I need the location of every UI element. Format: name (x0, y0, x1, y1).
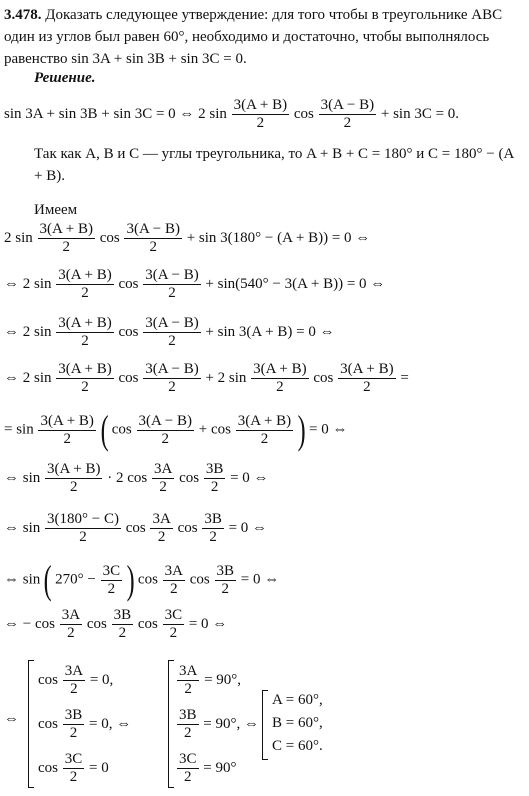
equation-step-5: = sin $\frac{3(A + B)}{2}$ ( cos $\frac{3(A - B)}{2}$ + cos $\frac{3(A + B)}{2}$ ) = 0 ⇔ (4, 407, 348, 452)
system-row: $\frac{3A}{2}$ = 90°, (179, 663, 242, 697)
have-label: Имеем (34, 202, 78, 218)
fraction: $\frac{3(A - B)}{2}$ (145, 361, 199, 395)
fraction: $\frac{3B}{2}$ (64, 707, 83, 741)
system-bracket-2 (168, 660, 174, 788)
system-arrow: ⇔ (4, 711, 19, 727)
fraction: $\frac{3(A + B)}{2}$ (340, 361, 394, 395)
fraction: $\frac{3C}{2}$ (102, 562, 121, 597)
since-text: Так как A, B и C — углы треугольника, то A + B + C = 180° и C = 180° − (A + B). (34, 146, 514, 184)
solution-label: Решение. (34, 70, 96, 86)
left-paren: ( (100, 407, 109, 452)
result-b: B = 60°, (272, 715, 323, 731)
equation-step-8: ⇔ sin ( 270° − $\frac{3C}{2}$ ) cos $\frac{3A}{2}$ cos $\frac{3B}{2}$ = 0 ⇔ (4, 557, 280, 602)
problem-number: 3.478. (4, 7, 42, 23)
equation-step-1: 2 sin $\frac{3(A + B)}{2}$ cos $\frac{3(A - B)}{2}$ + sin 3(180° − (A + B)) = 0 ⇔ (4, 221, 371, 255)
fraction: $\frac{3B}{2}$ (216, 562, 235, 597)
fraction: $\frac{3(A + B)}{2}$ (40, 412, 94, 447)
fraction: $\frac{3B}{2}$ (205, 461, 224, 495)
result-c: C = 60°. (272, 738, 323, 754)
fraction: $\frac{3B}{2}$ (179, 707, 197, 741)
left-paren: ( (43, 557, 52, 602)
equation-step-9: ⇔ − cos $\frac{3A}{2}$ cos $\frac{3B}{2}$ cos $\frac{3C}{2}$ = 0 ⇔ (4, 607, 228, 641)
equation-step-7: ⇔ sin $\frac{3(180^\circ - C)}{2}$ cos $\frac{3A}{2}$ cos $\frac{3B}{2}$ = 0 ⇔ (4, 511, 268, 545)
fraction: $\frac{3A}{2}$ (153, 461, 173, 495)
system-row: cos $\frac{3B}{2}$ = 0, ⇔ (38, 707, 132, 741)
fraction: $\frac{3(A + B)}{2}$ (233, 97, 288, 131)
fraction: $\frac{3(180^\circ - C)}{2}$ (47, 511, 119, 545)
fraction: $\frac{3A}{2}$ (64, 663, 84, 697)
right-paren: ) (126, 557, 135, 602)
fraction: $\frac{3A}{2}$ (61, 607, 81, 641)
fraction: $\frac{3B}{2}$ (204, 511, 222, 545)
fraction: $\frac{3(A + B)}{2}$ (58, 361, 112, 395)
problem-text: Доказать следующее утверждение: для того чтобы в треугольнике ABC один из углов был равен 60°, необходимо и достаточно, чтобы выполнялось равенство sin 3A + sin 3B + sin 3C = 0. (4, 7, 503, 67)
fraction: $\frac{3A}{2}$ (152, 511, 171, 545)
fraction: $\frac{3(A + B)}{2}$ (253, 361, 307, 395)
system-row: cos $\frac{3C}{2}$ = 0 (38, 751, 109, 785)
fraction: $\frac{3(A + B)}{2}$ (58, 267, 112, 301)
equation-step-4: ⇔ 2 sin $\frac{3(A + B)}{2}$ cos $\frac{3(A - B)}{2}$ + 2 sin $\frac{3(A + B)}{2}$ cos $\frac{3(A + B)}{2}$ = (4, 361, 409, 395)
system-bracket-1 (28, 660, 34, 788)
fraction: $\frac{3(A + B)}{2}$ (47, 461, 101, 495)
result-a: A = 60°, (272, 692, 323, 708)
system-bracket-3 (262, 690, 268, 760)
fraction: $\frac{3(A + B)}{2}$ (39, 221, 93, 255)
system-row: $\frac{3C}{2}$ = 90° (179, 751, 237, 785)
fraction: $\frac{3A}{2}$ (164, 562, 183, 597)
fraction: $\frac{3C}{2}$ (179, 751, 197, 785)
fraction: $\frac{3C}{2}$ (164, 607, 183, 641)
equation-step-6: ⇔ sin $\frac{3(A + B)}{2}$ · 2 cos $\frac{3A}{2}$ cos $\frac{3B}{2}$ = 0 ⇔ (4, 461, 269, 495)
fraction: $\frac{3(A - B)}{2}$ (126, 221, 180, 255)
equation-line-1: sin 3A + sin 3B + sin 3C = 0 ⇔ 2 sin $\frac{3(A + B)}{2}$ cos $\frac{3(A - B)}{2}$ + sin 3C = 0. (4, 97, 460, 131)
problem-statement (4, 4, 524, 70)
equation-step-2: ⇔ 2 sin $\frac{3(A + B)}{2}$ cos $\frac{3(A - B)}{2}$ + sin(540° − 3(A + B)) = 0 ⇔ (4, 267, 386, 301)
fraction: $\frac{3C}{2}$ (64, 751, 83, 785)
fraction: $\frac{3B}{2}$ (113, 607, 132, 641)
fraction: $\frac{3(A + B)}{2}$ (237, 412, 292, 447)
fraction: $\frac{3(A - B)}{2}$ (145, 315, 199, 349)
fraction: $\frac{3(A - B)}{2}$ (320, 97, 375, 131)
system-row: cos $\frac{3A}{2}$ = 0, (38, 663, 114, 697)
right-paren: ) (297, 407, 306, 452)
equation-step-3: ⇔ 2 sin $\frac{3(A + B)}{2}$ cos $\frac{3(A - B)}{2}$ + sin 3(A + B) = 0 ⇔ (4, 315, 335, 349)
fraction: $\frac{3(A - B)}{2}$ (145, 267, 199, 301)
fraction: $\frac{3(A - B)}{2}$ (138, 412, 192, 447)
fraction: $\frac{3(A + B)}{2}$ (58, 315, 112, 349)
fraction: $\frac{3A}{2}$ (179, 663, 198, 697)
system-row: $\frac{3B}{2}$ = 90°, ⇔ (179, 707, 259, 741)
